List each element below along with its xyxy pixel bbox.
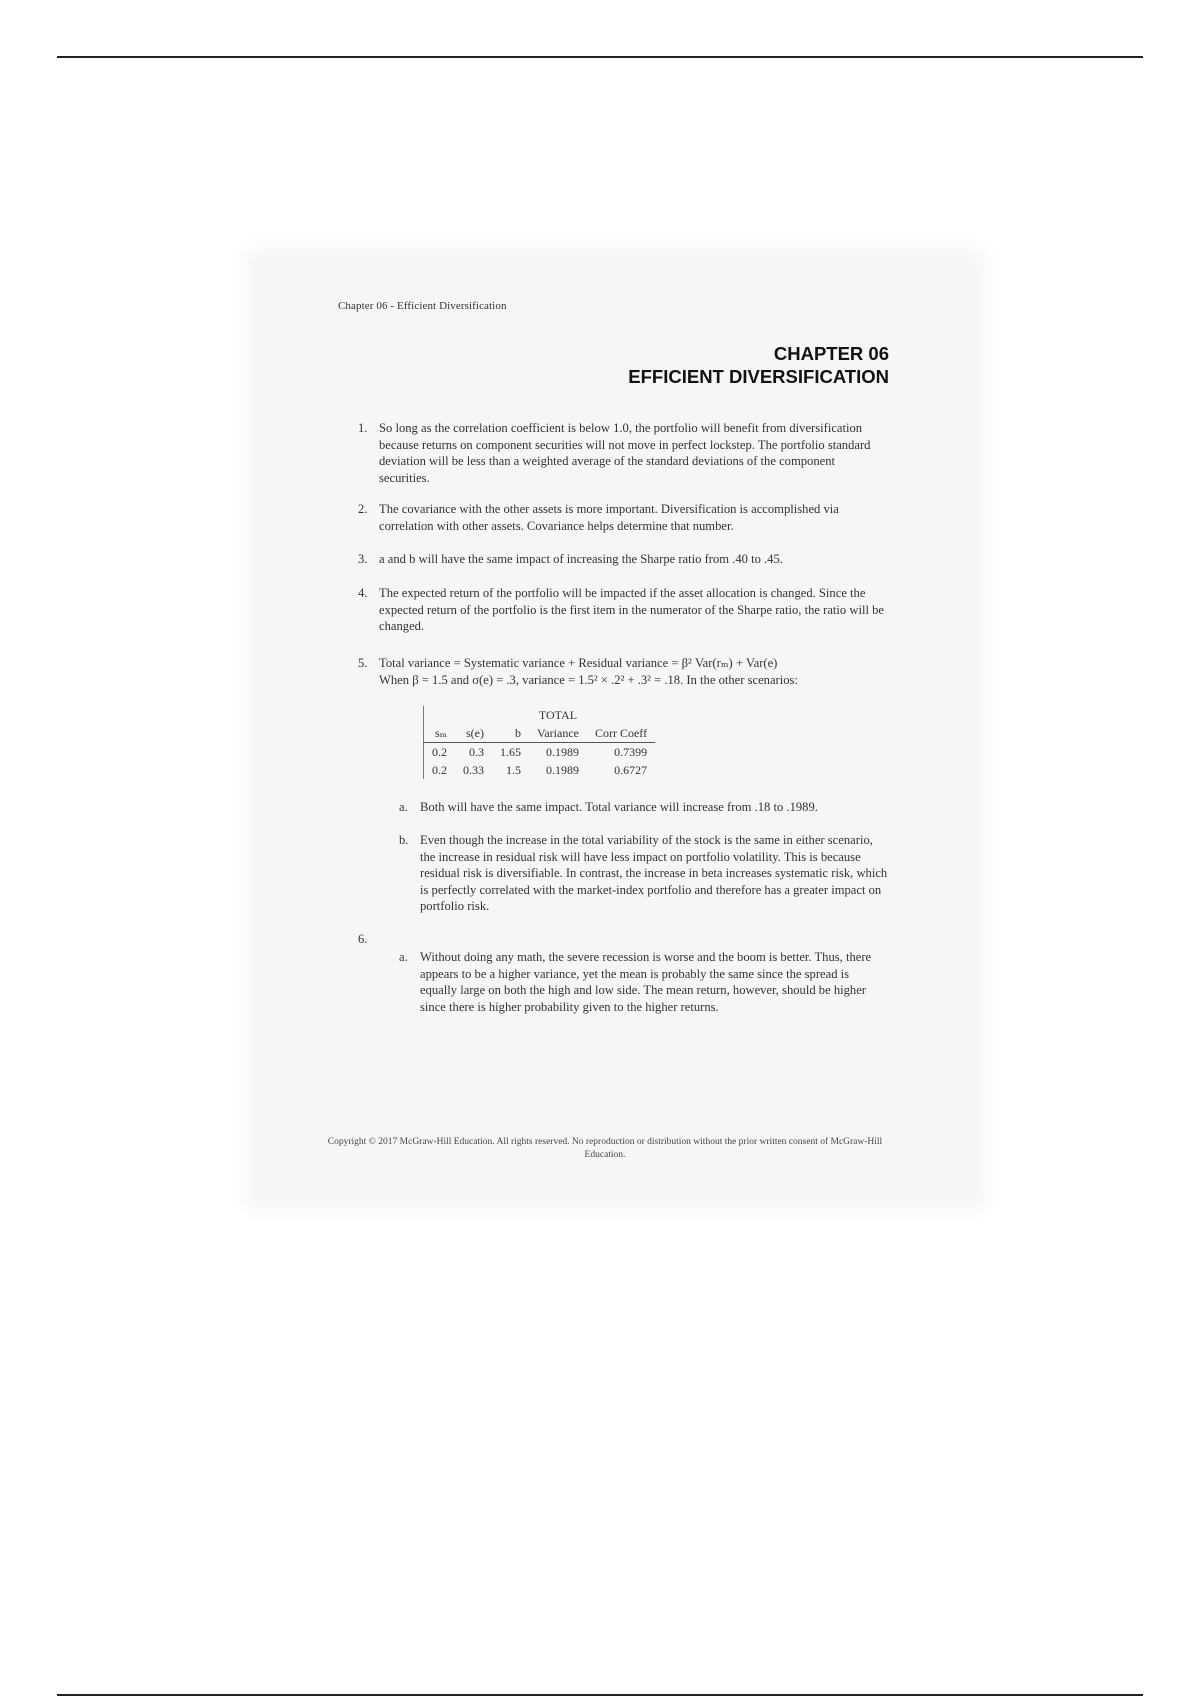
table-header-row bbox=[424, 724, 656, 743]
table-row bbox=[424, 761, 656, 779]
copyright-notice: Copyright © 2017 McGraw-Hill Education. All rights reserved. No reproduction or distribution without the prior written consent of McGraw-Hill Education. bbox=[327, 1137, 883, 1160]
table-cell: 0.1989 bbox=[545, 763, 579, 777]
table-cell: 1.65 bbox=[500, 745, 521, 759]
question-number: 3. bbox=[358, 552, 368, 566]
column-header: b bbox=[492, 724, 529, 743]
question-5 bbox=[358, 655, 888, 688]
column-header: Variance bbox=[529, 724, 587, 743]
chapter-number: CHAPTER 06 bbox=[773, 343, 889, 364]
table-cell: 0.2 bbox=[424, 743, 456, 762]
question-number: 4. bbox=[358, 586, 368, 600]
question-number: 1. bbox=[358, 421, 368, 435]
table-row bbox=[424, 743, 656, 762]
variance-formula: Total variance = Systematic variance + Residual variance = β² Var(rₘ) + Var(e) bbox=[379, 656, 778, 670]
answer-text: The expected return of the portfolio will be impacted if the asset allocation is changed. Since the expected return of the portfolio is the first item in the numerator of the Sharpe ratio, the ratio will be changed. bbox=[379, 586, 884, 633]
variance-example: When β = 1.5 and σ(e) = .3, variance = 1.5² × .2² + .3² = .18. In the other scenarios: bbox=[379, 672, 798, 687]
question-number: 5. bbox=[358, 656, 368, 670]
question-6a bbox=[399, 949, 889, 1015]
column-header: sₘ bbox=[424, 724, 456, 743]
document-page bbox=[255, 258, 975, 1200]
question-number: 6. bbox=[358, 932, 368, 946]
question-5b bbox=[399, 832, 889, 915]
table-cell: 0.33 bbox=[463, 763, 484, 777]
table-cell: 0.1989 bbox=[545, 745, 579, 759]
answer-text: Without doing any math, the severe recession is worse and the boom is better. Thus, there appears to be a higher variance, yet the mean is probably the same since the spread is equally large on both the high and low side. The mean return, however, should be higher since there is higher probability given to the higher returns. bbox=[420, 950, 872, 1014]
table-super-header: TOTAL bbox=[538, 708, 578, 722]
table-cell: 1.5 bbox=[506, 763, 521, 777]
question-5a bbox=[399, 799, 889, 816]
table-cell: 0.6727 bbox=[614, 763, 648, 777]
answer-text: So long as the correlation coefficient is below 1.0, the portfolio will benefit from diversification because returns on component securities will not move in perfect lockstep. The portfolio standard deviation will be less than a weighted average of the standard deviations of the component securities. bbox=[379, 421, 871, 485]
sub-label: a. bbox=[399, 950, 408, 964]
question-3 bbox=[358, 551, 888, 568]
bottom-rule bbox=[57, 1694, 1143, 1696]
question-number: 2. bbox=[358, 502, 368, 516]
sub-label: b. bbox=[399, 833, 409, 847]
answer-text: The covariance with the other assets is more important. Diversification is accomplished via correlation with other assets. Covariance helps determine that number. bbox=[379, 502, 839, 533]
table-cell: 0.7399 bbox=[614, 745, 648, 759]
top-rule bbox=[57, 56, 1143, 58]
question-2 bbox=[358, 501, 888, 534]
question-1 bbox=[358, 420, 888, 486]
table-cell: 0.3 bbox=[469, 745, 484, 759]
answer-text: Even though the increase in the total variability of the stock is the same in either scenario, the increase in residual risk will have less impact on portfolio volatility. This is because residual risk is diversifiable. In contrast, the increase in beta increases systematic risk, which is perfectly correlated with the market-index portfolio and therefore has a greater impact on portfolio risk. bbox=[420, 833, 888, 913]
table-cell: 0.2 bbox=[424, 761, 456, 779]
answer-text: Both will have the same impact. Total variance will increase from .18 to .1989. bbox=[420, 800, 818, 814]
chapter-name: EFFICIENT DIVERSIFICATION bbox=[628, 366, 889, 387]
sub-label: a. bbox=[399, 800, 408, 814]
answer-text: a and b will have the same impact of increasing the Sharpe ratio from .40 to .45. bbox=[379, 552, 783, 566]
running-head: Chapter 06 - Efficient Diversification bbox=[338, 300, 507, 312]
column-header: s(e) bbox=[455, 724, 492, 743]
column-header: Corr Coeff bbox=[587, 724, 655, 743]
question-4 bbox=[358, 585, 888, 635]
chapter-title bbox=[628, 342, 889, 388]
variance-table bbox=[423, 706, 655, 779]
